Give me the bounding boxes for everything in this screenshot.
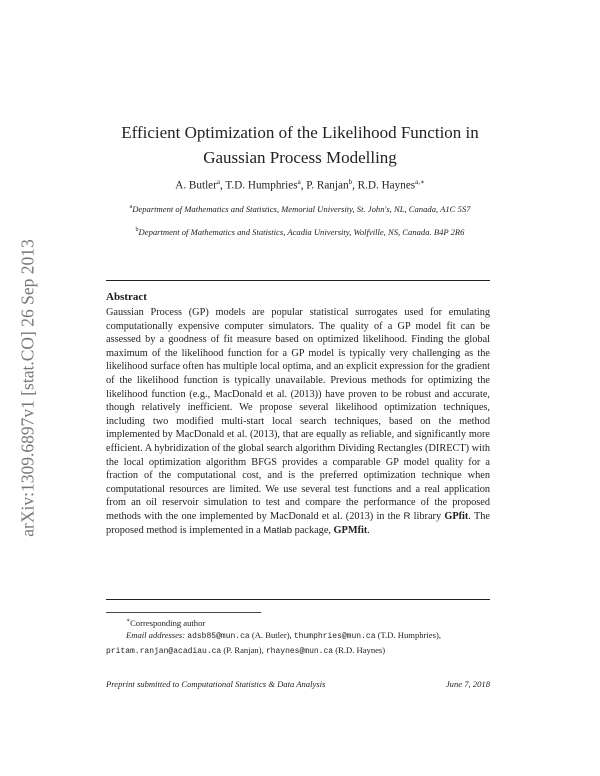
author-affil-mark: a,∗: [415, 178, 425, 186]
email-owner: (A. Butler),: [251, 630, 292, 641]
footnote-rule: [106, 612, 261, 613]
author-name: R.D. Haynes: [357, 179, 416, 192]
footnote: [106, 615, 490, 659]
corresponding-author-text: Corresponding author: [130, 617, 206, 628]
email-link[interactable]: adsb85@mun.ca: [187, 632, 250, 642]
abstract-text: . The proposed method is implemented in a: [106, 510, 490, 536]
author-affil-mark: b: [348, 178, 353, 186]
matlab-label: Matlab: [263, 524, 293, 536]
email-link[interactable]: pritam.ranjan@acadiau.ca: [106, 647, 222, 657]
affiliation-mark: b: [135, 227, 139, 233]
author-list: A. Butler$^a$, T.D. Humphries$^a$, P. Ranjan$^b$, R.D. Haynes$^{a,∗}$: [175, 178, 425, 192]
abstract-text: .: [367, 524, 370, 536]
email-owner: (P. Ranjan),: [223, 645, 264, 656]
affiliation-text: Department of Mathematics and Statistics, Acadia University, Wolfville, NS, Canada. B4P 2R6: [138, 226, 465, 237]
preprint-date: June 7, 2018: [445, 679, 490, 689]
abstract-heading: Abstract: [106, 291, 147, 303]
author-name: A. Butler: [175, 179, 217, 192]
email-addresses: [106, 629, 490, 658]
affiliation-b: [110, 224, 490, 238]
author-name: T.D. Humphries: [225, 179, 298, 192]
abstract-top-rule: [106, 280, 490, 281]
arxiv-identifier: arXiv:1309.6897v1 [stat.CO] 26 Sep 2013: [17, 239, 38, 537]
email-link[interactable]: thumphries@mun.ca: [293, 632, 376, 642]
email-owner: (T.D. Humphries),: [377, 630, 441, 641]
title-line-1: Efficient Optimization of the Likelihood Function in: [121, 123, 479, 142]
affiliation-text: Department of Mathematics and Statistics, Memorial University, St. John's, NL, Canada, A1C 5S7: [132, 203, 471, 214]
r-language-label: R: [403, 510, 411, 522]
gpmfit-package-name: GPMfit: [333, 524, 368, 536]
title-line-2: Gaussian Process Modelling: [203, 148, 397, 167]
footnote-star: ∗: [126, 618, 131, 624]
abstract-bottom-rule: [106, 599, 490, 600]
abstract-body: [106, 306, 490, 537]
author-affil-mark: a: [216, 178, 220, 186]
author-affil-mark: a: [297, 178, 301, 186]
gpfit-package-name: GPfit: [444, 510, 469, 522]
email-owner: (R.D. Haynes): [335, 645, 386, 656]
affiliation-a: [110, 201, 490, 215]
paper-title: [100, 120, 500, 170]
abstract-text: Gaussian Process (GP) models are popular statistical surrogates used for emulating computationally expensive computer simulators. The quality of a GP model fit can be assessed by a goodness of fit measure based on optimized likelihood. Finding the global maximum of the likelihood function for a GP model is typically very challenging as the likelihood surface often has multiple local optima, and an explicit expression for the gradient of the likelihood function is typically unavailable. Previous methods for optimizing the likelihood function (e.g., MacDonald et al. (2013)) have proven to be robust and accurate, though relatively inefficient. We propose several likelihood optimization techniques, including two modified multi-start local search techniques, based on the method implemented by MacDonald et al. (2013), that are equally as reliable, and significantly more efficient. A hybridization of the global search algorithm Dividing Rectangles (DIRECT) with the local optimization algorithm BFGS provides a comparable GP model quality for a fraction of the computational cost, and is the preferred optimization technique when computational resources are limited. We use several test functions and a real application from an oil reservoir simulation to test and compare the performance of the proposed methods with the one implemented by MacDonald et al. (2013) in the: [106, 307, 490, 522]
corresponding-author-note: [106, 615, 490, 629]
email-link[interactable]: rhaynes@mun.ca: [265, 647, 334, 657]
preprint-note: Preprint submitted to Computational Statistics & Data Analysis: [106, 679, 326, 689]
abstract-text: package,: [292, 524, 334, 536]
email-label: Email addresses:: [126, 630, 186, 641]
author-name: P. Ranjan: [306, 179, 349, 192]
affiliation-mark: a: [129, 204, 133, 210]
abstract-text: library: [410, 510, 445, 522]
